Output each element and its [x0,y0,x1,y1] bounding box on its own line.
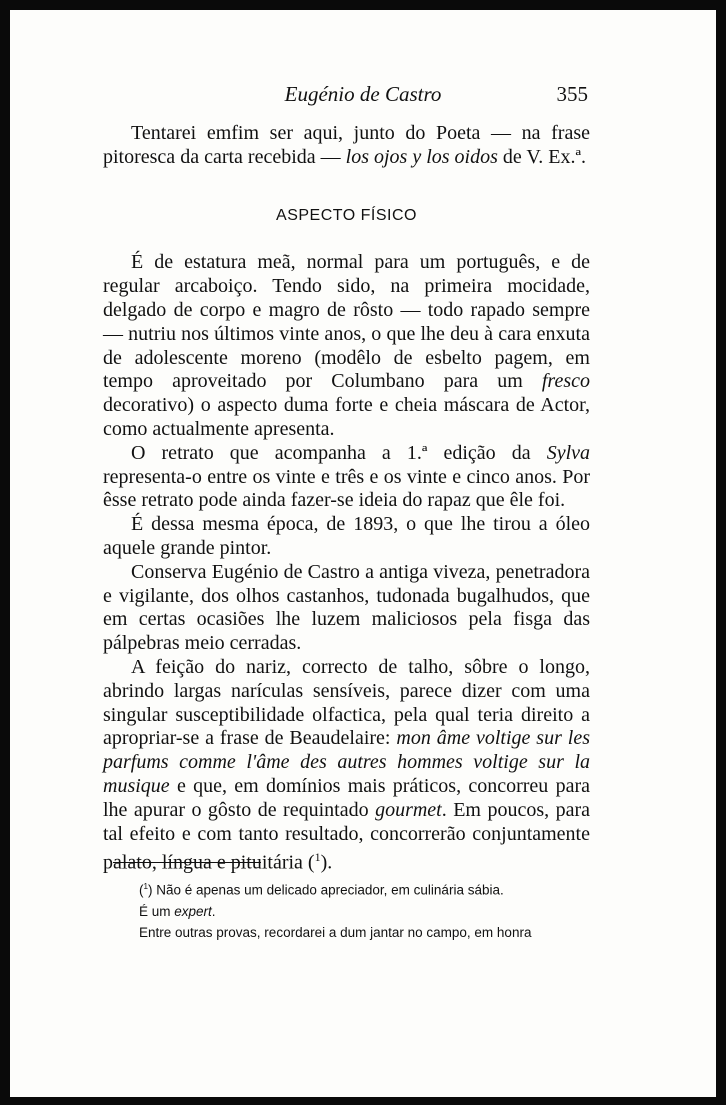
text-run: de V. Ex.ª. [497,145,587,168]
footnote-continuation [103,901,590,922]
text-run: . [211,903,216,919]
text-run: Tentarei emfim ser aqui, junto do Poeta — na frase pitoresca da carta recebida — [103,122,590,168]
book-page [10,10,716,1097]
text-run: decorativo) o aspecto duma forte e cheia máscara de Actor, como actualmente apresenta. [103,394,590,440]
paragraph [103,656,590,876]
paragraph: É dessa mesma época, de 1893, o que lhe tirou a óleo aquele grande pintor. [103,513,590,559]
italic-quote: mon âme voltige sur les parfums comme l'âme des autres hommes voltige sur la musique [103,727,590,797]
page-number: 355 [556,82,588,106]
footnote-marker: 1 [314,850,321,865]
text-run: É de estatura meã, normal para um português, e de regular arcaboiço. Tendo sido, na primeira mocidade, delgado de corpo e magro de rôsto — todo rapado sempre — nutriu nos últimos vinte anos, o que lhe deu à cara enxuta de adolescente moreno (modêlo de esbelto pagem, em tempo aproveitado por Columbano para um [103,251,590,393]
paragraph [103,122,590,170]
text-run: representa-o entre os vinte e três e os vinte e cinco anos. Por êsse retrato pode ainda fazer-se ideia do rapaz que êle foi. [103,465,590,512]
italic-word: gourmet [375,798,442,821]
text-run: ( [139,882,144,898]
text-run: . Em poucos, para tal efeito e com tanto resultado, concorrerão conjuntamente palato, língua e pituitária ( [103,798,590,874]
text-run: ) Não é apenas um delicado apreciador, em culinária sábia. [148,882,504,898]
paragraph [103,251,590,441]
footnote-number: 1 [143,882,149,891]
italic-title: Sylva [546,441,590,464]
footnote [103,876,590,901]
text-run: e que, em domínios mais práticos, concorreu para lhe apurar o gôsto de requintado [103,774,590,821]
text-run: ). [320,851,333,874]
body-text [103,122,590,876]
italic-word: fresco [541,370,590,393]
page-header [10,72,716,112]
paragraph [103,442,590,513]
footnotes [103,876,590,943]
text-run: O retrato que acompanha a 1.ª edição da [131,441,547,464]
italic-phrase: los ojos y los oidos [345,145,498,168]
paragraph: Conserva Eugénio de Castro a antiga viveza, penetradora e vigilante, dos olhos castanhos, tudonada bugalhudos, que em certas ocasiões lhe luzem maliciosos pela fisga das pálpebras meio cerradas. [103,560,590,655]
section-heading: ASPECTO FÍSICO [276,206,417,224]
footnote-continuation: Entre outras provas, recordarei a dum jantar no campo, em honra [139,924,532,940]
italic-word: expert [174,903,212,919]
text-run: A feição do nariz, correcto de talho, sôbre o longo, abrindo largas narículas sensíveis, parece dizer com uma singular susceptibilidade olfactica, pela qual teria direito a apropriar-se a frase de Beaudelaire: [103,655,590,750]
running-title: Eugénio de Castro [284,82,442,106]
text-run: É um [139,903,175,919]
footnote-separator [113,862,261,863]
